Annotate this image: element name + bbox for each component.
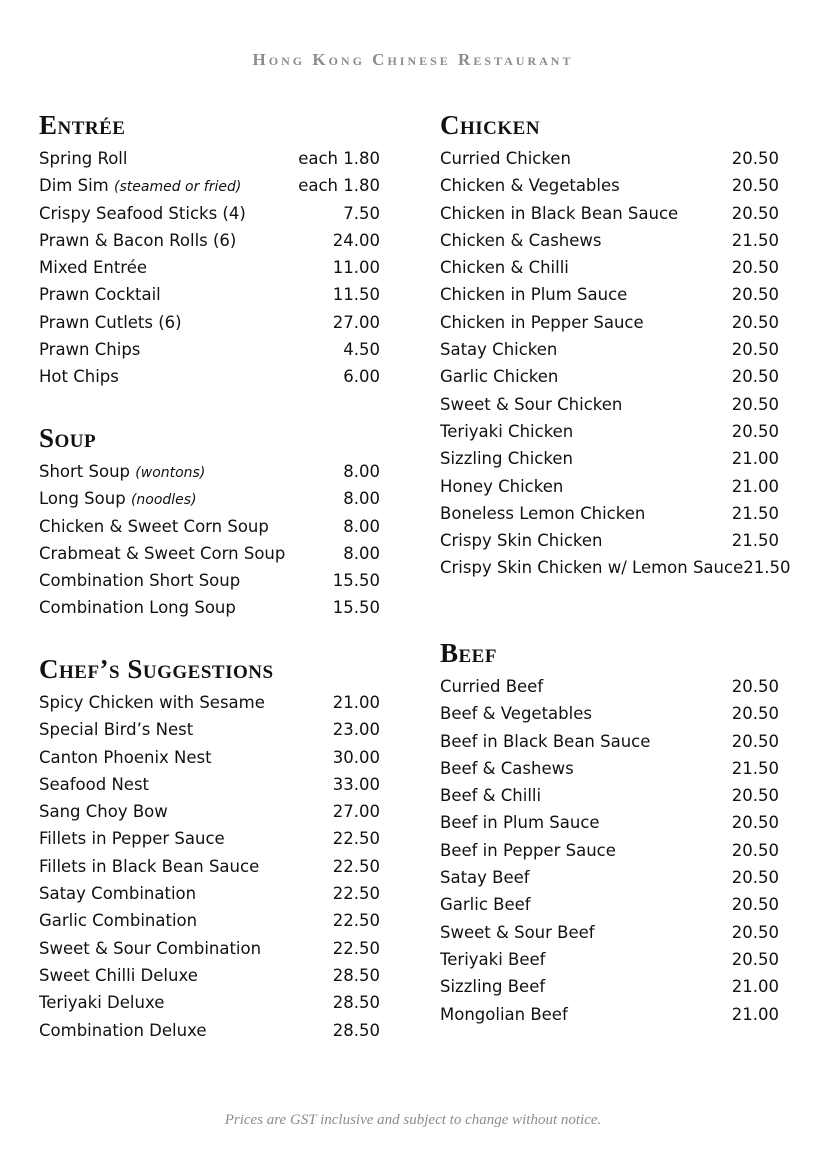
menu-item-name: Fillets in Black Bean Sauce [39, 856, 260, 876]
menu-item-price: 8.00 [343, 489, 380, 509]
section-entree [39, 110, 380, 391]
menu-item [39, 513, 380, 540]
item-list [39, 689, 380, 1044]
menu-item-label [39, 771, 149, 798]
item-list [440, 145, 791, 582]
menu-item-name: Long Soup [39, 489, 126, 509]
menu-item-name: Mongolian Beef [440, 1004, 568, 1024]
menu-item-name: Beef in Black Bean Sauce [440, 731, 651, 751]
menu-item-name: Prawn Cocktail [39, 285, 161, 305]
menu-item-label [440, 473, 563, 500]
menu-item-price: 21.50 [731, 230, 779, 250]
menu-item-price: 24.00 [332, 230, 380, 250]
menu-item-name: Chicken & Vegetables [440, 176, 620, 196]
menu-item-name: Crispy Skin Chicken [440, 531, 603, 551]
menu-item [39, 825, 380, 852]
menu-item-name: Canton Phoenix Nest [39, 747, 212, 767]
menu-item [440, 891, 779, 918]
menu-item-name: Satay Beef [440, 868, 530, 888]
menu-item-name: Garlic Beef [440, 895, 531, 915]
menu-item-name: Fillets in Pepper Sauce [39, 829, 225, 849]
menu-item-price: 15.50 [332, 598, 380, 618]
item-list [440, 673, 779, 1028]
menu-item-label [440, 172, 620, 199]
menu-item-label [39, 989, 164, 1016]
menu-item-price: 27.00 [332, 312, 380, 332]
menu-item-label [440, 1001, 568, 1028]
menu-item-price: 20.50 [731, 149, 779, 168]
menu-item-label [39, 825, 225, 852]
menu-item-label [39, 689, 265, 716]
menu-item-price: 21.50 [731, 503, 779, 523]
menu-item-name: Curried Beef [440, 677, 544, 696]
menu-item-note: (noodles) [130, 492, 197, 509]
menu-item [440, 837, 779, 864]
menu-item-name: Short Soup [39, 462, 131, 481]
menu-item [39, 716, 380, 743]
menu-item-label [440, 445, 573, 472]
menu-item-name: Spicy Chicken with Sesame [39, 693, 265, 712]
menu-item-name: Curried Chicken [440, 149, 571, 168]
section-chefs-suggestions [39, 654, 380, 1044]
menu-item-name: Beef & Cashews [440, 758, 574, 778]
menu-item [440, 227, 779, 254]
menu-item-label [440, 145, 571, 172]
menu-item-name: Chicken in Plum Sauce [440, 285, 628, 305]
menu-item-label [39, 336, 140, 363]
menu-item-label [39, 172, 241, 201]
menu-item-name: Combination Deluxe [39, 1020, 207, 1040]
menu-item-price: 28.50 [332, 1020, 380, 1040]
menu-item-price: 8.00 [343, 516, 380, 536]
menu-item-price: 22.50 [332, 911, 380, 931]
section-heading: Chicken [440, 110, 541, 140]
menu-item-price: 20.50 [731, 731, 779, 751]
menu-item [440, 336, 779, 363]
menu-item-price: 11.00 [332, 258, 380, 278]
menu-item-price: 21.00 [731, 476, 779, 496]
menu-item-name: Combination Long Soup [39, 598, 236, 618]
menu-item [39, 989, 380, 1016]
menu-item-price: 22.50 [332, 856, 380, 876]
menu-item-name: Crispy Skin Chicken w/ Lemon Sauce [440, 558, 744, 578]
menu-item-name: Chicken & Chilli [440, 258, 569, 278]
menu-item-price: 20.50 [731, 340, 779, 360]
menu-item [440, 418, 779, 445]
menu-item-name: Satay Chicken [440, 340, 558, 360]
menu-item-label [440, 281, 627, 308]
menu-item-price: 8.00 [343, 543, 380, 563]
menu-item-name: Mixed Entrée [39, 258, 148, 278]
menu-item-label [39, 458, 205, 487]
menu-item-price: 30.00 [332, 747, 380, 767]
menu-item-price: 20.50 [731, 203, 779, 223]
menu-item-name: Sang Choy Bow [39, 802, 168, 822]
section-heading: Soup [39, 423, 97, 453]
section-soup [39, 423, 380, 622]
section-heading: Beef [440, 638, 497, 668]
menu-item [440, 864, 779, 891]
menu-item-price: 20.50 [731, 840, 779, 860]
menu-item-label [440, 200, 678, 227]
menu-item-label [39, 798, 168, 825]
menu-item-name: Prawn Cutlets (6) [39, 312, 182, 332]
menu-item-price: 20.50 [731, 176, 779, 196]
menu-item-price: 22.50 [332, 938, 380, 958]
menu-item-label [440, 363, 558, 390]
menu-item-price: 20.50 [731, 922, 779, 942]
menu-item [39, 254, 380, 281]
menu-item [440, 554, 791, 581]
menu-item-name: Crispy Seafood Sticks (4) [39, 203, 246, 223]
menu-item [440, 363, 779, 390]
menu-item [440, 755, 779, 782]
menu-item-name: Beef in Plum Sauce [440, 813, 600, 833]
menu-item-label [440, 391, 622, 418]
menu-item-price: each 1.80 [298, 149, 380, 168]
menu-item-name: Sweet & Sour Beef [440, 922, 595, 942]
menu-item [39, 594, 380, 621]
menu-item [440, 500, 779, 527]
menu-item [39, 689, 380, 716]
menu-item-price: 21.00 [332, 693, 380, 712]
menu-item-label [440, 700, 592, 727]
menu-item-label [440, 946, 546, 973]
menu-item-price: 20.50 [731, 367, 779, 387]
menu-item-note: (steamed or fried) [114, 179, 242, 196]
menu-item-price: 7.50 [343, 203, 380, 223]
menu-item [39, 172, 380, 199]
menu-item-label [39, 281, 161, 308]
menu-item-price: 15.50 [332, 571, 380, 591]
menu-item [440, 391, 779, 418]
menu-item-name: Spring Roll [39, 149, 128, 168]
menu-item [440, 700, 779, 727]
menu-item-name: Chicken in Black Bean Sauce [440, 203, 679, 223]
menu-item-label [39, 540, 285, 567]
item-list [39, 458, 380, 622]
menu-item-name: Prawn Chips [39, 340, 141, 360]
menu-item-price: 20.50 [731, 421, 779, 441]
menu-item-label [440, 973, 545, 1000]
menu-item-name: Teriyaki Chicken [440, 421, 574, 441]
menu-item-label [39, 744, 212, 771]
menu-item-price: 23.00 [332, 720, 380, 740]
menu-item-name: Boneless Lemon Chicken [440, 503, 646, 523]
menu-item-label [440, 527, 603, 554]
menu-item-label [440, 254, 569, 281]
menu-item-price: 21.00 [731, 1004, 779, 1024]
menu-item-label [39, 935, 261, 962]
menu-item [440, 172, 779, 199]
menu-item [440, 1001, 779, 1028]
menu-item-name: Teriyaki Beef [440, 949, 546, 969]
menu-item-price: 21.50 [731, 758, 779, 778]
menu-item-price: each 1.80 [298, 176, 380, 196]
menu-item-label [440, 837, 616, 864]
menu-item-label [39, 145, 127, 172]
menu-item-label [39, 567, 240, 594]
menu-item-label [440, 755, 574, 782]
menu-item [440, 527, 779, 554]
menu-item [39, 458, 380, 485]
menu-item-price: 20.50 [731, 949, 779, 969]
section-beef [440, 638, 779, 1028]
menu-item-label [39, 513, 269, 540]
menu-item [39, 935, 380, 962]
menu-item-label [440, 500, 645, 527]
menu-item-name: Sizzling Beef [440, 977, 546, 997]
menu-item [440, 919, 779, 946]
menu-item [39, 281, 380, 308]
menu-item [440, 473, 779, 500]
menu-item-price: 22.50 [332, 829, 380, 849]
menu-item-label [39, 880, 196, 907]
menu-item-name: Prawn & Bacon Rolls (6) [39, 230, 237, 250]
restaurant-title: Hong Kong Chinese Restaurant [252, 50, 574, 69]
menu-item-price: 20.50 [731, 312, 779, 332]
menu-item-label [39, 363, 119, 390]
menu-item-price: 4.50 [343, 340, 380, 360]
menu-item-label [440, 919, 595, 946]
menu-item-name: Beef in Pepper Sauce [440, 840, 616, 860]
menu-item-label [39, 254, 147, 281]
menu-item-name: Crabmeat & Sweet Corn Soup [39, 543, 286, 563]
menu-item [39, 363, 380, 390]
menu-item-label [440, 227, 602, 254]
menu-item [39, 567, 380, 594]
menu-item [440, 281, 779, 308]
menu-item-price: 20.50 [731, 813, 779, 833]
menu-item-price: 6.00 [343, 367, 380, 387]
menu-item-name: Sweet Chilli Deluxe [39, 965, 198, 985]
menu-item-price: 21.50 [731, 531, 779, 551]
menu-item-price: 22.50 [332, 884, 380, 904]
menu-item-name: Special Bird’s Nest [39, 720, 194, 740]
menu-item [440, 782, 779, 809]
menu-item-label [440, 782, 541, 809]
menu-item [440, 973, 779, 1000]
menu-item-label [440, 864, 530, 891]
menu-item [440, 200, 779, 227]
menu-item-label [440, 728, 650, 755]
menu-item [39, 309, 380, 336]
menu-item-note: (wontons) [135, 465, 206, 481]
menu-item-price: 20.50 [731, 677, 779, 696]
menu-item [39, 336, 380, 363]
menu-item-price: 20.50 [731, 868, 779, 888]
menu-item-label [440, 673, 543, 700]
menu-item [39, 907, 380, 934]
menu-item-name: Beef & Chilli [440, 786, 542, 806]
menu-item [39, 540, 380, 567]
menu-item-label [440, 309, 644, 336]
menu-item [39, 744, 380, 771]
menu-item [440, 445, 779, 472]
menu-item-price: 21.50 [743, 558, 791, 578]
menu-item-name: Beef & Vegetables [440, 704, 592, 724]
section-chicken [440, 110, 791, 582]
menu-item-price: 20.50 [731, 786, 779, 806]
price-disclaimer: Prices are GST inclusive and subject to change without notice. [224, 1112, 602, 1128]
menu-item-label [39, 716, 193, 743]
menu-item-label [39, 853, 259, 880]
menu-item-label [440, 554, 743, 581]
menu-item-price: 27.00 [332, 802, 380, 822]
menu-item [39, 853, 380, 880]
menu-item-price: 21.00 [731, 449, 779, 469]
menu-item [39, 227, 380, 254]
menu-item-label [39, 1017, 206, 1044]
menu-item [39, 771, 380, 798]
menu-item-price: 8.00 [343, 462, 380, 481]
menu-item-name: Combination Short Soup [39, 571, 241, 591]
menu-item [440, 809, 779, 836]
menu-item-name: Sizzling Chicken [440, 449, 573, 469]
menu-item-name: Chicken in Pepper Sauce [440, 312, 644, 332]
menu-item [39, 1017, 380, 1044]
menu-item-name: Hot Chips [39, 367, 119, 387]
menu-item-name: Honey Chicken [440, 476, 564, 496]
menu-item-price: 20.50 [731, 704, 779, 724]
menu-item-name: Seafood Nest [39, 774, 150, 794]
menu-item [39, 200, 380, 227]
menu-item-name: Sweet & Sour Chicken [440, 394, 623, 414]
menu-item [39, 145, 380, 172]
section-heading: Entrée [39, 110, 126, 140]
menu-item-label [39, 227, 236, 254]
menu-item [440, 946, 779, 973]
menu-item [39, 485, 380, 512]
menu-item [39, 962, 380, 989]
menu-item-label [440, 891, 531, 918]
menu-item-price: 28.50 [332, 993, 380, 1013]
menu-item-name: Teriyaki Deluxe [39, 993, 165, 1013]
menu-item-name: Dim Sim [39, 176, 109, 196]
menu-item-price: 20.50 [731, 895, 779, 915]
menu-item-label [39, 907, 197, 934]
menu-item-price: 20.50 [731, 258, 779, 278]
section-heading: Chef’s Suggestions [39, 654, 274, 684]
menu-item [440, 673, 779, 700]
menu-item-name: Satay Combination [39, 884, 197, 904]
menu-item [39, 880, 380, 907]
item-list [39, 145, 380, 391]
menu-item-label [440, 809, 600, 836]
menu-item-label [440, 418, 573, 445]
menu-item [440, 309, 779, 336]
menu-item-price: 21.00 [731, 977, 779, 997]
menu-item-name: Chicken & Sweet Corn Soup [39, 516, 269, 536]
menu-item-name: Chicken & Cashews [440, 230, 602, 250]
menu-item-label [39, 962, 198, 989]
menu-item [440, 254, 779, 281]
menu-item-label [39, 485, 197, 514]
menu-item-price: 28.50 [332, 965, 380, 985]
menu-item-price: 20.50 [731, 394, 779, 414]
menu-item-price: 20.50 [731, 285, 779, 305]
menu-item [440, 728, 779, 755]
menu-item [440, 145, 779, 172]
menu-item-name: Sweet & Sour Combination [39, 938, 262, 958]
menu-item-name: Garlic Chicken [440, 367, 559, 387]
menu-item-price: 33.00 [332, 774, 380, 794]
menu-item-label [39, 200, 246, 227]
menu-item-label [39, 309, 182, 336]
menu-item-name: Garlic Combination [39, 911, 198, 931]
menu-item [39, 798, 380, 825]
menu-item-label [39, 594, 236, 621]
menu-item-label [440, 336, 557, 363]
menu-item-price: 11.50 [332, 285, 380, 305]
